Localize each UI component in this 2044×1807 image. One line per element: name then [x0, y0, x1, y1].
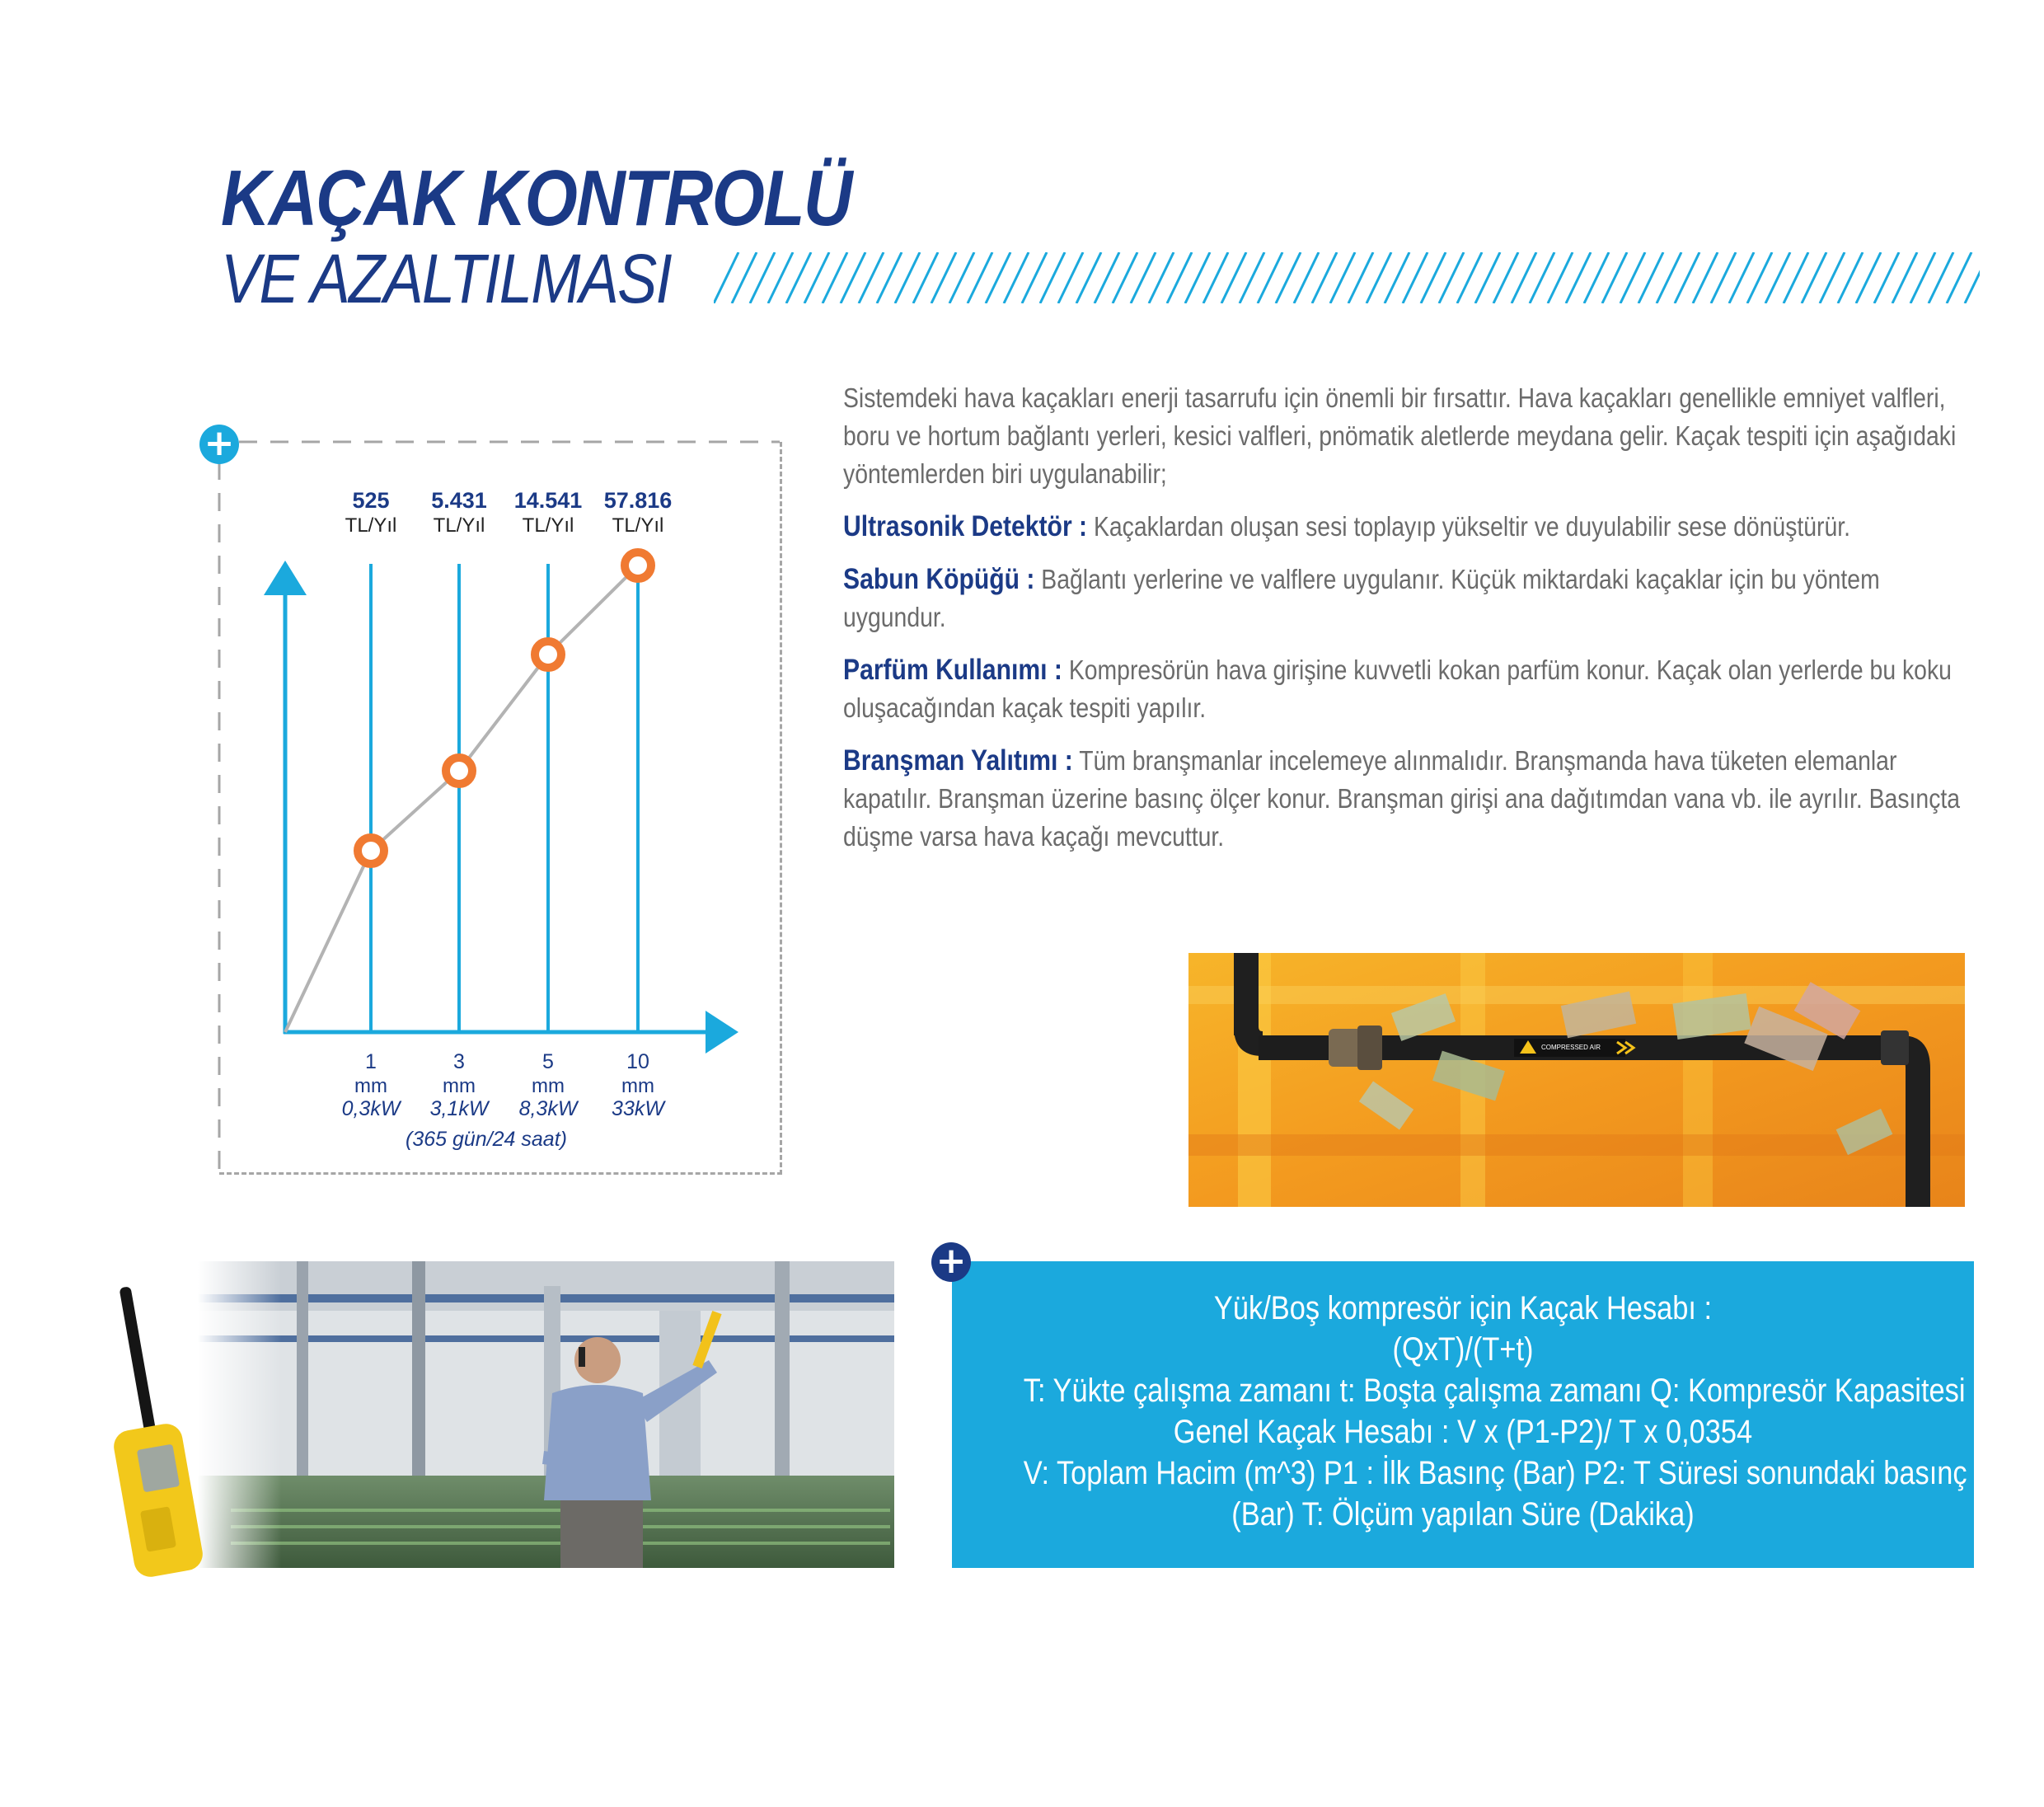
- hole-unit-label: mm: [443, 1075, 476, 1097]
- x-axis-note: (365 gün/24 saat): [406, 1128, 567, 1151]
- power-label: 8,3kW: [518, 1097, 578, 1120]
- title-hatch-decoration: [714, 252, 1980, 303]
- hole-unit-label: mm: [532, 1075, 565, 1097]
- value-label: 14.541: [513, 488, 583, 513]
- value-label: 5.431: [431, 488, 487, 513]
- hole-size-label: 3: [453, 1050, 465, 1073]
- ultrasonic-detector-device: [107, 1270, 223, 1616]
- value-unit-label: TL/Yıl: [612, 514, 664, 537]
- calc-line: Yük/Boş kompresör için Kaçak Hesabı :: [1213, 1290, 1713, 1326]
- calc-line: (Bar) T: Ölçüm yapılan Süre (Dakika): [1231, 1496, 1695, 1532]
- method-text: Bağlantı yerlerine ve valflere uygulanır. Küçük miktardaki kaçaklar için bu yöntem uygundur.: [843, 564, 1880, 632]
- method-title: Parfüm Kullanımı :: [843, 654, 1062, 686]
- method-title: Sabun Köpüğü :: [843, 563, 1035, 595]
- hole-size-label: 1: [365, 1050, 377, 1073]
- leak-cost-chart: [0, 0, 824, 1195]
- calc-line: V: Toplam Hacim (m^3) P1 : İlk Basınç (Bar) P2: T Süresi sonundaki basınç: [1023, 1455, 1967, 1491]
- data-point: [358, 838, 384, 864]
- hole-unit-label: mm: [621, 1075, 654, 1097]
- hole-unit-label: mm: [354, 1075, 387, 1097]
- data-point: [446, 758, 472, 784]
- leak-calculation-box: [952, 1261, 1974, 1568]
- calc-line: T: Yükte çalışma zamanı t: Boşta çalışma zamanı Q: Kompresör Kapasitesi: [1023, 1373, 1966, 1409]
- hole-size-label: 5: [542, 1050, 554, 1073]
- method-text: Kompresörün hava girişine kuvvetli kokan parfüm konur. Kaçak olan yerlerde bu koku oluşacağından kaçak tespiti yapılır.: [843, 655, 1952, 723]
- calc-line: Genel Kaçak Hesabı : V x (P1-P2)/ T x 0,0354: [1173, 1414, 1753, 1450]
- series-line: [285, 566, 638, 1032]
- value-label: 57.816: [603, 488, 673, 513]
- method-soap: [843, 561, 1988, 636]
- hole-size-label: 10: [626, 1050, 649, 1073]
- data-point: [535, 641, 561, 668]
- power-label: 33kW: [612, 1097, 664, 1120]
- method-ultrasonic: [843, 508, 1988, 546]
- intro-paragraph: Sistemdeki hava kaçakları enerji tasarrufu için önemli bir fırsattır. Hava kaçakları genellikle emniyet valfleri, boru ve hortum bağlantı yerleri, kesici valfleri, pnömatik aletlerde meydana gelir. Kaçak tespiti için aşağıdaki yöntemlerden biri uygulanabilir;: [843, 383, 1957, 489]
- text-column: [843, 379, 1989, 871]
- y-axis-arrow: [264, 561, 307, 595]
- value-unit-label: TL/Yıl: [522, 514, 574, 537]
- value-unit-label: TL/Yıl: [345, 514, 397, 537]
- power-label: 0,3kW: [341, 1097, 401, 1120]
- plus-icon: +: [199, 425, 239, 464]
- value-unit-label: TL/Yıl: [433, 514, 485, 537]
- value-label: 525: [352, 488, 390, 513]
- leaking-pipe-photo: [1188, 953, 1965, 1207]
- x-axis-arrow: [706, 1011, 738, 1054]
- method-perfume: [843, 651, 1988, 727]
- data-point: [625, 552, 651, 579]
- power-label: 3,1kW: [429, 1097, 489, 1120]
- worker-inspection-photo: [198, 1261, 894, 1568]
- method-text: Kaçaklardan oluşan sesi toplayıp yükseltir ve duyulabilir sese dönüştürür.: [1093, 511, 1851, 542]
- calc-line: (QxT)/(T+t): [1392, 1331, 1534, 1368]
- page-subtitle: VE AZALTILMASI: [221, 240, 671, 317]
- method-branch-isolation: [843, 742, 1988, 856]
- pipe-label: COMPRESSED AIR: [1541, 1044, 1601, 1051]
- method-title: Branşman Yalıtımı :: [843, 744, 1073, 777]
- method-text: Tüm branşmanlar incelemeye alınmalıdır. Branşmanda hava tüketen elemanlar kapatılır. Branşman üzerine basınç ölçer konur. Branşman girişi ana dağıtımdan vana vb. ile ayrılır. Basınçta düşme varsa hava kaçağı mevcuttur.: [843, 745, 1961, 852]
- page-title: KAÇAK KONTROLÜ: [221, 154, 851, 242]
- method-title: Ultrasonik Detektör :: [843, 510, 1088, 542]
- plus-icon: +: [931, 1242, 971, 1282]
